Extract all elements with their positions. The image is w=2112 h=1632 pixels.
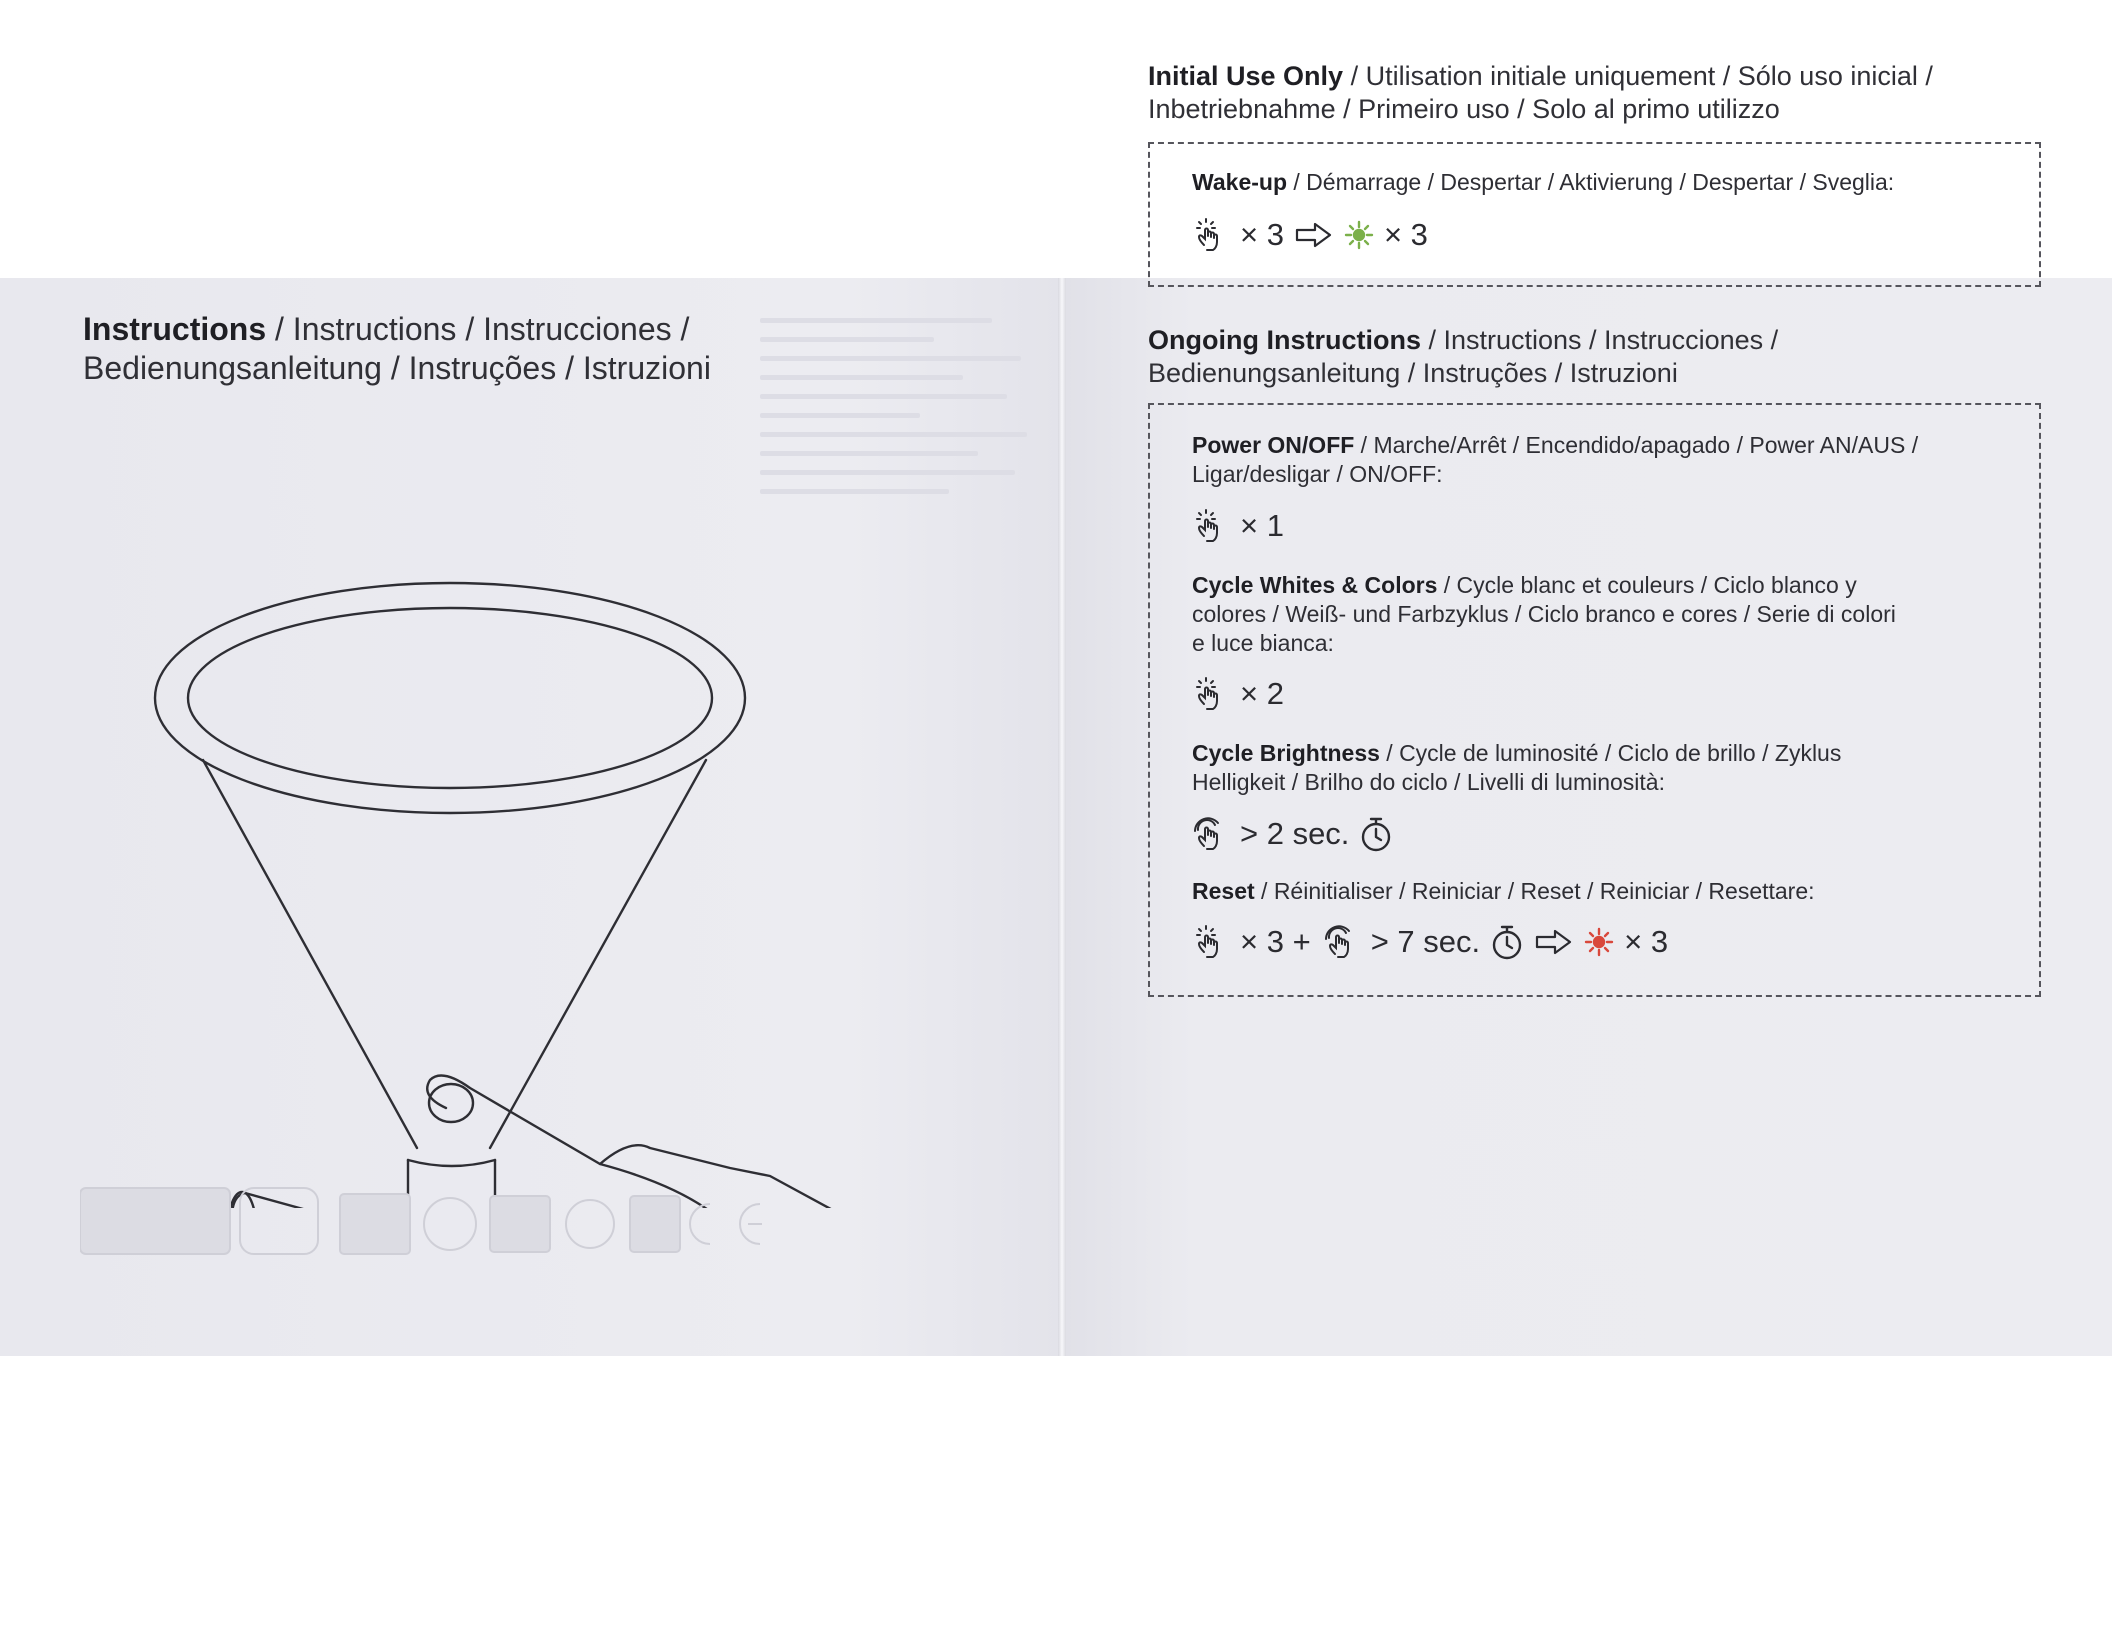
tap-finger-icon xyxy=(1190,215,1230,255)
cycle-colors-count: × 2 xyxy=(1240,676,1284,711)
left-page xyxy=(0,278,1058,1356)
wake-up-sequence xyxy=(1190,214,1428,256)
reset-tap-count: × 3 + xyxy=(1240,924,1311,959)
press-hold-finger-icon xyxy=(1190,814,1230,854)
certification-marks xyxy=(80,1184,820,1264)
wake-tap-count: × 3 xyxy=(1240,217,1284,252)
reset-sequence xyxy=(1190,921,1668,963)
brightness-duration: > 2 sec. xyxy=(1240,816,1350,851)
brightness-label: Cycle Brightness / Cycle de luminosité / Ciclo de brillo / Zyklus Helligkeit / Brilho do ciclo / Livelli di luminosità: xyxy=(1192,740,1842,795)
ongoing-instructions-box xyxy=(1148,403,2041,997)
stopwatch-icon xyxy=(1359,815,1393,853)
stopwatch-icon xyxy=(1490,923,1524,961)
power-count: × 1 xyxy=(1240,508,1284,543)
light-flash-icon xyxy=(1584,927,1614,957)
reset-duration: > 7 sec. xyxy=(1370,924,1481,959)
outline-arrow-right-icon xyxy=(1534,927,1574,957)
wake-up-label: Wake-up / Démarrage / Despertar / Aktivierung / Despertar / Sveglia: xyxy=(1192,169,1895,195)
power-sequence xyxy=(1190,505,1284,547)
power-label: Power ON/OFF / Marche/Arrêt / Encendido/apagado / Power AN/AUS / Ligar/desligar / ON/OFF: xyxy=(1192,432,1919,487)
brightness-sequence xyxy=(1190,813,1393,855)
instructions-title: Instructions / Instructions / Instrucciones / Bedienungsanleitung / Instruções / Istruzioni xyxy=(83,311,711,386)
lamp-rim-outer xyxy=(155,583,745,813)
light-flash-icon xyxy=(1344,220,1374,250)
tap-finger-icon xyxy=(1190,674,1230,714)
lamp-cone xyxy=(203,760,706,1148)
cycle-colors-label: Cycle Whites & Colors / Cycle blanc et couleurs / Ciclo blanco y colores / Weiß- und Farbzyklus / Ciclo branco e cores / Serie di colori e luce bianca: xyxy=(1192,572,1896,656)
reset-light-count: × 3 xyxy=(1624,924,1669,959)
outline-arrow-right-icon xyxy=(1294,220,1334,250)
reset-label: Reset / Réinitialiser / Reiniciar / Reset / Reiniciar / Resettare: xyxy=(1192,878,1815,904)
page-fold xyxy=(1058,278,1066,1356)
lamp-rim-inner xyxy=(188,608,712,788)
wake-light-count: × 3 xyxy=(1383,217,1428,252)
press-hold-finger-icon xyxy=(1321,922,1361,962)
ongoing-instructions-title: Ongoing Instructions / Instructions / Instrucciones / Bedienungsanleitung / Instruções / Istruzioni xyxy=(1148,325,1779,388)
initial-use-title: Initial Use Only / Utilisation initiale uniquement / Sólo uso inicial / Inbetriebnahme / Primeiro uso / Solo al primo utilizzo xyxy=(1148,61,1933,124)
lamp-touch-illustration xyxy=(130,448,1050,1208)
tap-finger-icon xyxy=(1190,506,1230,546)
cycle-colors-sequence xyxy=(1190,673,1284,715)
initial-use-box xyxy=(1148,142,2041,287)
tap-finger-icon xyxy=(1190,922,1230,962)
